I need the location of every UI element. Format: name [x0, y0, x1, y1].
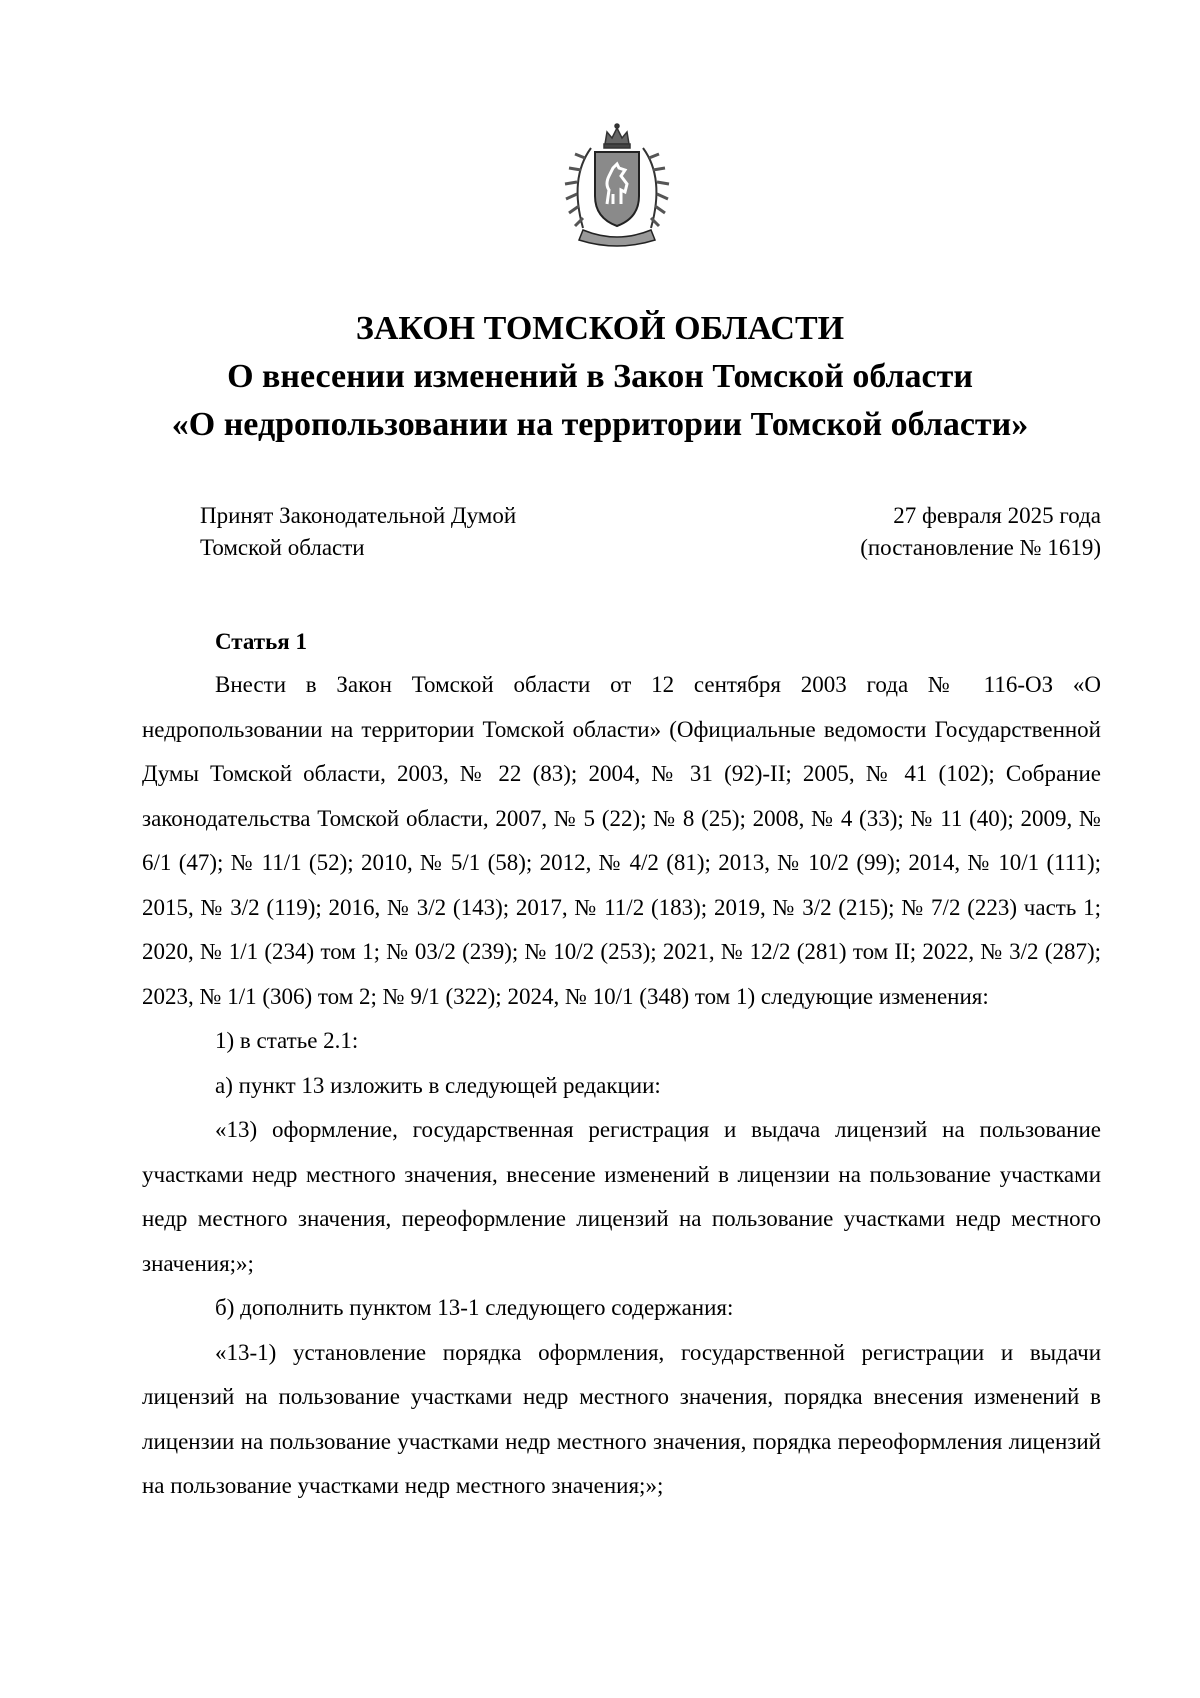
- adoption-body-line1: Принят Законодательной Думой: [200, 503, 517, 528]
- adoption-body-line2: Томской области: [200, 535, 365, 560]
- law-title: ЗАКОН ТОМСКОЙ ОБЛАСТИ: [355, 310, 845, 347]
- law-subtitle-line1: О внесении изменений в Закон Томской области: [227, 358, 973, 395]
- article-item-13: «13) оформление, государственная регистрация и выдача лицензий на пользование участками недр местного значения, внесение изменений в лицензии на пользование участками недр местного значения, переоформление лицензий на пользование участками недр местного значения;»;: [142, 1117, 1101, 1276]
- article-item-1: 1) в статье 2.1:: [215, 1028, 359, 1053]
- article-paragraph-intro: Внести в Закон Томской области от 12 сентября 2003 года № 116-ОЗ «О недропользовании на территории Томской области» (Официальные ведомости Государственной Думы Томской области, 2003, № 22 (83); 2004, № 31 (92)-II; 2005, № 41 (102); Собрание законодательства Томской области, 2007, № 5 (22); № 8 (25); 2008, № 4 (33); № 11 (40); 2009, № 6/1 (47); № 11/1 (52); 2010, № 5/1 (58); 2012, № 4/2 (81); 2013, № 10/2 (99); 2014, № 10/1 (111); 2015, № 3/2 (119); 2016, № 3/2 (143); 2017, № 11/2 (183); 2019, № 3/2 (215); № 7/2 (223) часть 1; 2020, № 1/1 (234) том 1; № 03/2 (239); № 10/2 (253); 2021, № 12/2 (281) том II; 2022, № 3/2 (287); 2023, № 1/1 (306) том 2; № 9/1 (322); 2024, № 10/1 (348) том 1) следующие изменения:: [142, 672, 1101, 1009]
- adoption-resolution: (постановление № 1619): [860, 535, 1101, 560]
- law-subtitle-line2: «О недропользовании на территории Томской области»: [171, 406, 1029, 443]
- adoption-body: [200, 500, 516, 564]
- adoption-date: 27 февраля 2025 года: [893, 503, 1101, 528]
- article-heading: Статья 1: [215, 629, 307, 654]
- coat-of-arms-icon: [555, 118, 679, 250]
- adoption-date-block: [760, 500, 1101, 564]
- article-item-a: а) пункт 13 изложить в следующей редакции:: [215, 1072, 661, 1098]
- law-title-block: [100, 305, 1100, 449]
- article-item-b: б) дополнить пунктом 13-1 следующего содержания:: [215, 1295, 734, 1320]
- article-body: [142, 663, 1101, 1509]
- article-item-13-1: «13-1) установление порядка оформления, государственной регистрации и выдачи лицензий на пользование участками недр местного значения, порядка внесения изменений в лицензии на пользование участками недр местного значения, порядка переоформления лицензий на пользование участками недр местного значения;»;: [142, 1339, 1101, 1498]
